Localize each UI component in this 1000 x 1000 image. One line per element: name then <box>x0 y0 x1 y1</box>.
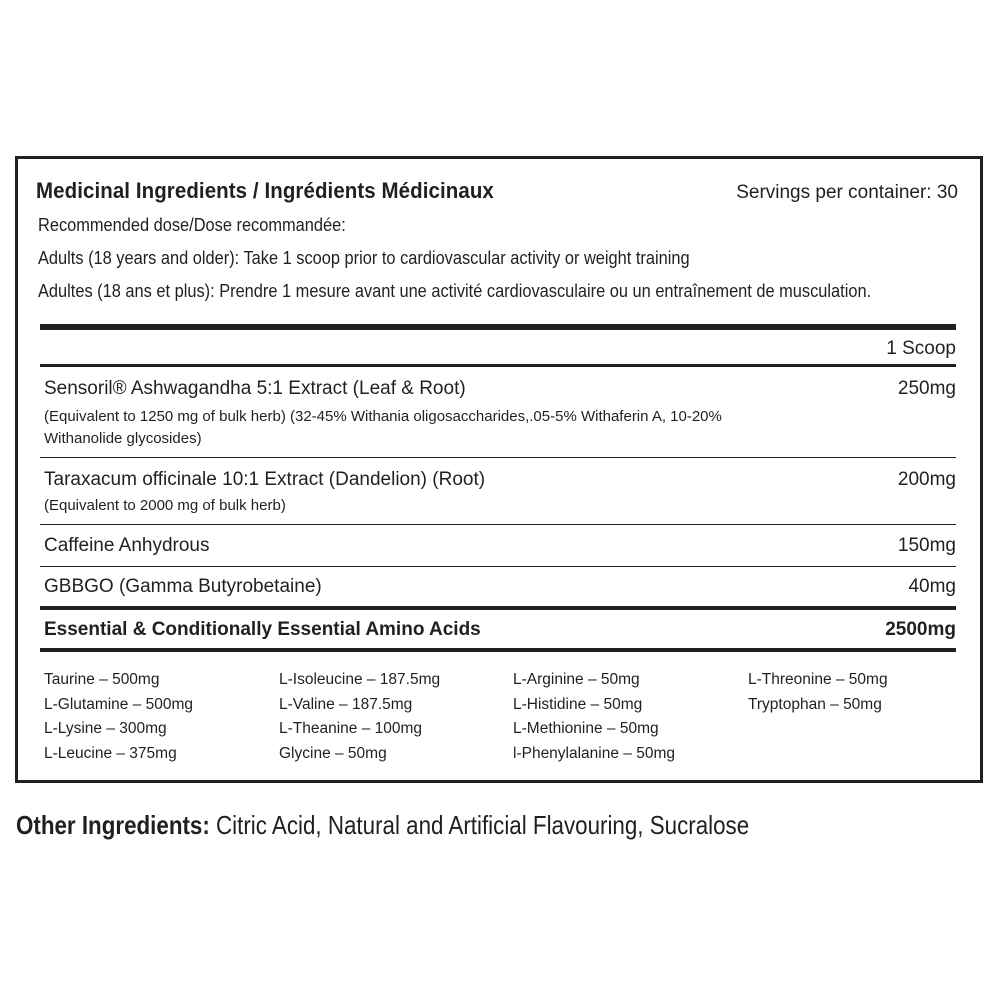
ingredient-amount: 200mg <box>897 469 956 490</box>
ingredient-name: GBBGO (Gamma Butyrobetaine) <box>44 576 322 597</box>
amino-item: L-Threonine – 50mg <box>748 671 888 688</box>
row-divider <box>40 524 956 525</box>
serving-size-header: 1 Scoop <box>886 338 956 359</box>
amino-item: L-Lysine – 300mg <box>44 720 167 737</box>
other-ingredients-text: Citric Acid, Natural and Artificial Flavouring, Sucralose <box>209 810 750 840</box>
amino-item: L-Valine – 187.5mg <box>279 695 413 713</box>
amino-item: L-Leucine – 375mg <box>44 744 177 762</box>
amino-column <box>279 668 440 766</box>
ingredient-name: Caffeine Anhydrous <box>44 535 210 556</box>
dose-english: Adults (18 years and older): Take 1 scoop prior to cardiovascular activity or weight training <box>38 248 690 268</box>
panel-title: Medicinal Ingredients / Ingrédients Médicinaux <box>36 178 494 203</box>
amino-item: l-Phenylalanine – 50mg <box>513 744 675 762</box>
amino-item: L-Isoleucine – 187.5mg <box>279 671 441 688</box>
ingredient-name: Sensoril® Ashwagandha 5:1 Extract (Leaf & Root) <box>44 378 466 399</box>
ingredient-detail: (Equivalent to 1250 mg of bulk herb) (32-45% Withania oligosaccharides,.05-5% Withaferin A, 10-20% <box>44 408 722 425</box>
divider <box>40 364 956 367</box>
amino-column <box>513 668 675 766</box>
ingredient-amount: 250mg <box>897 378 956 399</box>
ingredient-detail: Withanolide glycosides) <box>44 430 202 447</box>
amino-item: L-Arginine – 50mg <box>513 671 640 688</box>
thick-divider <box>40 324 956 330</box>
amino-item: L-Methionine – 50mg <box>513 720 659 737</box>
amino-item: Tryptophan – 50mg <box>748 695 882 713</box>
amino-item: L-Theanine – 100mg <box>279 720 423 737</box>
row-divider <box>40 566 956 567</box>
ingredient-name: Taraxacum officinale 10:1 Extract (Dandelion) (Root) <box>44 469 486 490</box>
ingredient-amount: 40mg <box>908 576 956 597</box>
amino-blend-name: Essential & Conditionally Essential Amino Acids <box>44 619 481 640</box>
dose-label: Recommended dose/Dose recommandée: <box>38 215 346 235</box>
amino-item: Glycine – 50mg <box>279 744 387 762</box>
ingredient-amount: 150mg <box>897 535 956 556</box>
other-ingredients-label: Other Ingredients: <box>16 810 210 840</box>
row-divider <box>40 457 956 458</box>
amino-column <box>748 668 888 717</box>
dose-french: Adultes (18 ans et plus): Prendre 1 mesure avant une activité cardiovasculaire ou un entraînement de musculation. <box>38 281 872 301</box>
amino-item: Taurine – 500mg <box>44 671 160 688</box>
thick-divider <box>40 648 956 652</box>
amino-item: L-Glutamine – 500mg <box>44 695 194 713</box>
servings-per-container: Servings per container: 30 <box>736 182 958 203</box>
other-ingredients <box>16 810 749 841</box>
thick-divider <box>40 606 956 610</box>
ingredient-detail: (Equivalent to 2000 mg of bulk herb) <box>44 497 286 514</box>
amino-item: L-Histidine – 50mg <box>513 695 643 713</box>
amino-column <box>44 668 193 766</box>
amino-blend-amount: 2500mg <box>885 619 956 640</box>
